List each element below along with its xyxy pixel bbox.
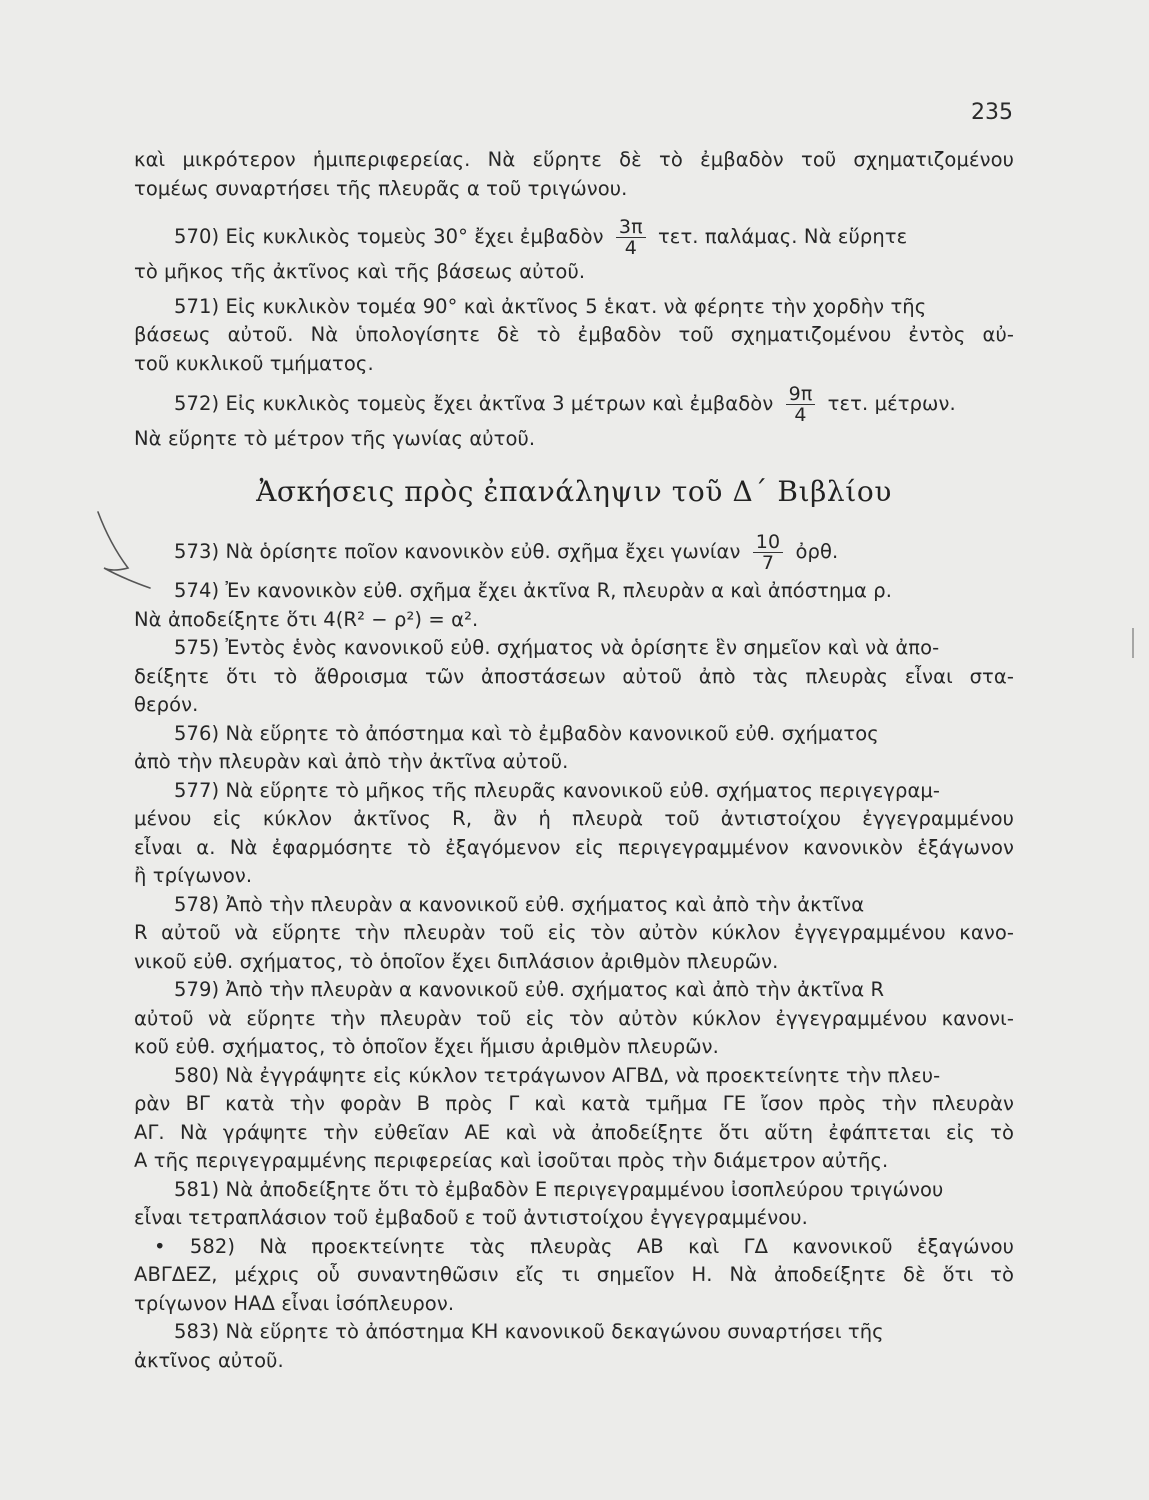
margin-tick-mark — [1130, 628, 1136, 658]
exercise-573 — [134, 532, 1014, 573]
text-line: ΑΒΓΔΕΖ, μέχρις οὗ συναντηθῶσιν εἴς τι σημεῖον Η. Νὰ ἀποδείξητε δὲ ὅτι τὸ — [134, 1263, 1014, 1286]
exercise-572 — [134, 384, 1014, 454]
section-heading: Ἀσκήσεις πρὸς ἐπανάληψιν τοῦ Δ΄ Βιβλίου — [256, 474, 892, 508]
exercise-576 — [134, 720, 1014, 777]
text-line: ΑΓ. Νὰ γράψητε τὴν εὐθεῖαν ΑΕ καὶ νὰ ἀποδείξητε ὅτι αὕτη ἐφάπτεται εἰς τὸ — [134, 1120, 1014, 1144]
text-line: 576) Νὰ εὕρητε τὸ ἀπόστημα καὶ τὸ ἐμβαδὸν κανονικοῦ εὐθ. σχήματος — [174, 721, 879, 745]
exercise-line-with-fraction: 570) Εἰς κυκλικὸς τομεὺς 30° ἔχει ἐμβαδὸν $\frac{3\pi}{4}$ τετ. παλάμας. Νὰ εὕρητε — [174, 216, 908, 259]
text-line: 577) Νὰ εὕρητε τὸ μῆκος τῆς πλευρᾶς κανονικοῦ εὐθ. σχήματος περιγεγραμ- — [174, 778, 941, 802]
text-line: Νὰ εὕρητε τὸ μέτρον τῆς γωνίας αὐτοῦ. — [134, 427, 536, 450]
exercise-570 — [134, 217, 1014, 287]
exercise-582 — [134, 1233, 1014, 1319]
text-line: ἀπὸ τὴν πλευρὰν καὶ ἀπὸ τὴν ἀκτῖνα αὐτοῦ. — [134, 750, 569, 773]
text-line: εἶναι α. Νὰ ἐφαρμόσητε τὸ ἐξαγόμενον εἰς περιγεγραμμένον κανονικὸν ἑξάγωνον — [134, 835, 1014, 859]
text-line: Α τῆς περιγεγραμμένης περιφερείας καὶ ἰσοῦται πρὸς τὴν διάμετρον αὐτῆς. — [134, 1149, 889, 1172]
paragraph-continuation — [134, 146, 1014, 203]
text-line: 574) Ἐν κανονικὸν εὐθ. σχῆμα ἔχει ἀκτῖνα R, πλευρὰν α καὶ ἀπόστημα ρ. — [174, 579, 893, 602]
text-line: • 582) Νὰ προεκτείνητε τὰς πλευρὰς ΑΒ καὶ ΓΔ κανονικοῦ ἑξαγώνου — [154, 1234, 1014, 1258]
text-line: Νὰ ἀποδείξητε ὅτι 4(R² − ρ²) = α². — [134, 607, 479, 631]
text-line: 581) Νὰ ἀποδείξητε ὅτι τὸ ἐμβαδὸν Ε περιγεγραμμένου ἰσοπλεύρου τριγώνου — [174, 1177, 944, 1201]
page-number: 235 — [971, 100, 1013, 125]
exercise-577 — [134, 777, 1014, 891]
exercise-line-with-fraction: 572) Εἰς κυκλικὸς τομεὺς ἔχει ἀκτῖνα 3 μέτρων καὶ ἐμβαδὸν $\frac{9\pi}{4}$ τετ. μέτρων. — [174, 383, 956, 426]
exercise-580 — [134, 1062, 1014, 1176]
exercise-579 — [134, 976, 1014, 1062]
fraction: $\frac{9\pi}{4}$ — [786, 384, 816, 425]
text-line: μένου εἰς κύκλον ἀκτῖνος R, ἂν ἡ πλευρὰ τοῦ ἀντιστοίχου ἐγγεγραμμένου — [134, 807, 1014, 830]
fraction: $\frac{10}{7}$ — [753, 532, 783, 573]
text-line: 580) Νὰ ἐγγράψητε εἰς κύκλον τετράγωνον ΑΓΒΔ, νὰ προεκτείνητε τὴν πλευ- — [174, 1063, 941, 1087]
text-line: καὶ μικρότερον ἡμιπεριφερείας. Νὰ εὕρητε δὲ τὸ ἐμβαδὸν τοῦ σχηματιζομένου — [134, 148, 1014, 171]
text-line: τὸ μῆκος τῆς ἀκτῖνος καὶ τῆς βάσεως αὐτοῦ. — [134, 260, 586, 283]
text-line: 578) Ἀπὸ τὴν πλευρὰν α κανονικοῦ εὐθ. σχήματος καὶ ἀπὸ τὴν ἀκτῖνα — [174, 892, 865, 916]
page-text — [134, 146, 1014, 1375]
text-line: R αὐτοῦ νὰ εὕρητε τὴν πλευρὰν τοῦ εἰς τὸν αὐτὸν κύκλον ἐγγεγραμμένου κανο- — [134, 921, 1014, 944]
text-line: 571) Εἰς κυκλικὸν τομέα 90° καὶ ἀκτῖνος 5 ἑκατ. νὰ φέρητε τὴν χορδὴν τῆς — [174, 294, 927, 318]
fraction: $\frac{3\pi}{4}$ — [616, 217, 646, 258]
text-line: θερόν. — [134, 693, 199, 716]
exercise-574 — [134, 577, 1014, 634]
exercise-578 — [134, 891, 1014, 977]
text-line: νικοῦ εὐθ. σχήματος, τὸ ὁποῖον ἔχει διπλάσιον ἀριθμὸν πλευρῶν. — [134, 949, 779, 973]
text-line: αὐτοῦ νὰ εὕρητε τὴν πλευρὰν τοῦ εἰς τὸν αὐτὸν κύκλον ἐγγεγραμμένου κανονι- — [134, 1006, 1014, 1030]
text-line: κοῦ εὐθ. σχήματος, τὸ ὁποῖον ἔχει ἥμισυ ἀριθμὸν πλευρῶν. — [134, 1035, 719, 1058]
text-line: 575) Ἐντὸς ἑνὸς κανονικοῦ εὐθ. σχήματος νὰ ὁρίσητε ἓν σημεῖον καὶ νὰ ἀπο- — [174, 636, 940, 659]
exercise-571 — [134, 293, 1014, 379]
exercise-581 — [134, 1176, 1014, 1233]
text-line: ρὰν ΒΓ κατὰ τὴν φορὰν Β πρὸς Γ καὶ κατὰ τμῆμα ΓΕ ἴσον πρὸς τὴν πλευρὰν — [134, 1092, 1014, 1115]
text-line: τοῦ κυκλικοῦ τμήματος. — [134, 351, 374, 375]
text-line: δείξητε ὅτι τὸ ἄθροισμα τῶν ἀποστάσεων αὐτοῦ ἀπὸ τὰς πλευρὰς εἶναι στα- — [134, 664, 1014, 688]
text-line: τρίγωνον ΗΑΔ εἶναι ἰσόπλευρον. — [134, 1291, 455, 1315]
text-line: τομέως συναρτήσει τῆς πλευρᾶς α τοῦ τριγώνου. — [134, 176, 628, 200]
exercise-583 — [134, 1318, 1014, 1375]
text-line: 579) Ἀπὸ τὴν πλευρὰν α κανονικοῦ εὐθ. σχήματος καὶ ἀπὸ τὴν ἀκτῖνα R — [174, 978, 885, 1001]
text-line: βάσεως αὐτοῦ. Νὰ ὑπολογίσητε δὲ τὸ ἐμβαδὸν τοῦ σχηματιζομένου ἐντὸς αὐ- — [134, 323, 1014, 346]
text-line: εἶναι τετραπλάσιον τοῦ ἐμβαδοῦ ε τοῦ ἀντιστοίχου ἐγγεγραμμένου. — [134, 1206, 808, 1229]
text-line: ἀκτῖνος αὐτοῦ. — [134, 1348, 284, 1372]
exercise-line-with-fraction: 573) Νὰ ὁρίσητε ποῖον κανονικὸν εὐθ. σχῆμα ἔχει γωνίαν $\frac{10}{7}$ ὀρθ. — [174, 531, 839, 574]
text-line: 583) Νὰ εὕρητε τὸ ἀπόστημα ΚΗ κανονικοῦ δεκαγώνου συναρτήσει τῆς — [174, 1320, 884, 1343]
text-line: ἢ τρίγωνον. — [134, 864, 253, 887]
exercise-575 — [134, 634, 1014, 720]
